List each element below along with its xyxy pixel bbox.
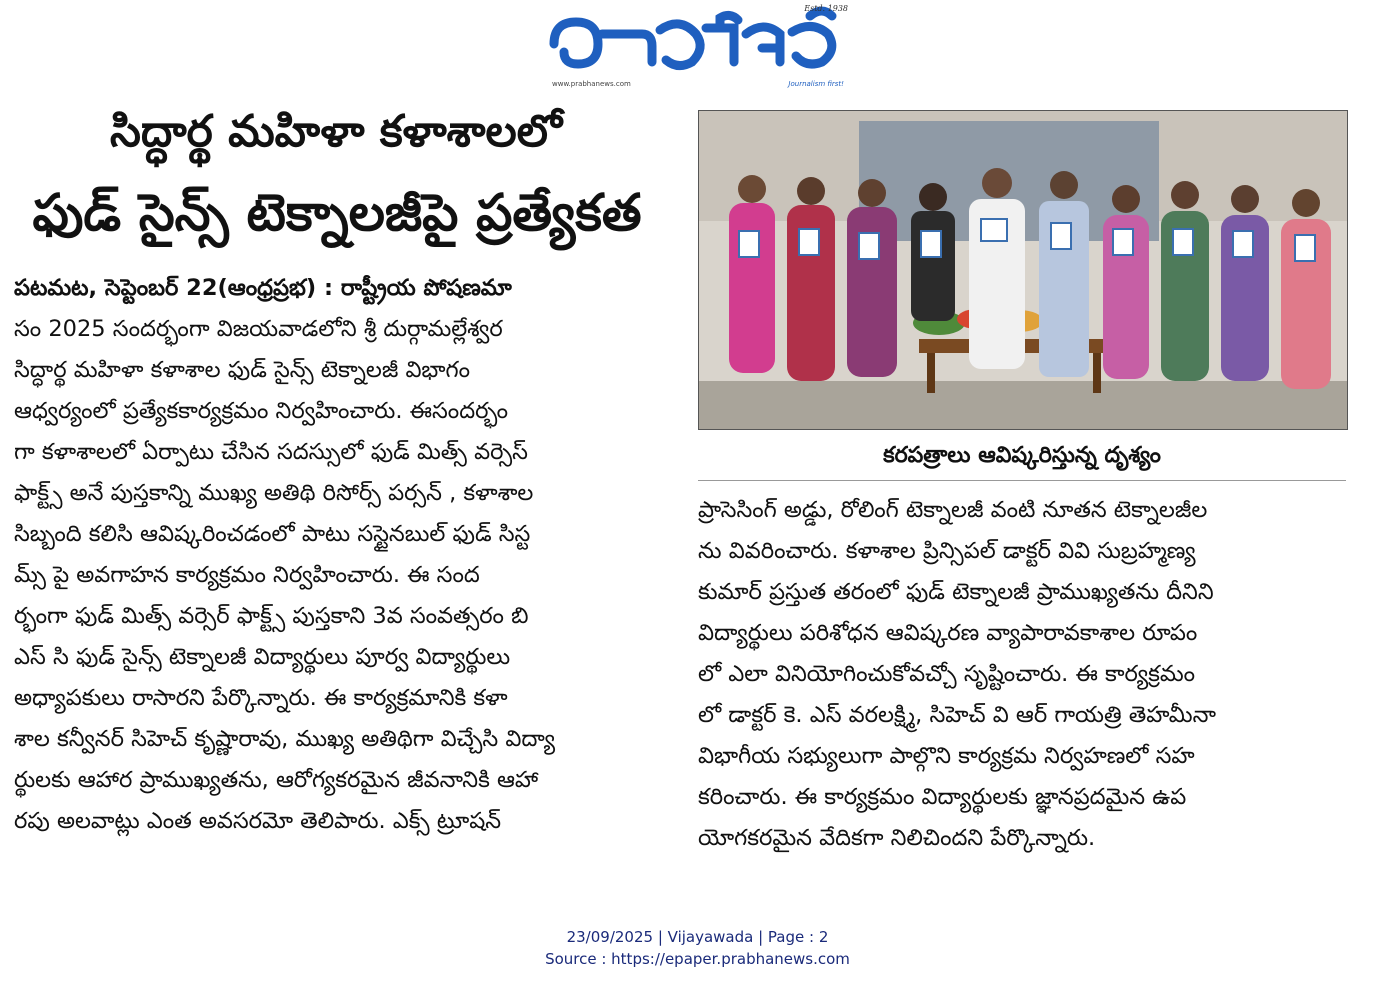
article-line: సిద్ధార్థ మహిళా కళాశాల ఫుడ్ సైన్స్ టెక్నాలజీ విభాగం: [14, 357, 471, 383]
article-line: కుమార్ ప్రస్తుత తరంలో ఫుడ్ టెక్నాలజీ ప్రాముఖ్యతను దీనిని: [698, 579, 1214, 605]
headline-line-1: సిద్ధార్థ మహిళా కళాశాలలో: [110, 106, 562, 157]
article-line: ఆధ్వర్యంలో ప్రత్యేకకార్యక్రమం నిర్వహించారు. ఈసందర్భం: [14, 398, 509, 424]
headline-line-2: ఫుడ్ సైన్స్ టెక్నాలజీపై ప్రత్యేకత: [32, 184, 642, 243]
article-line: సం 2025 సందర్భంగా విజయవాడలోని శ్రీ దుర్గామల్లేశ్వర: [14, 316, 503, 342]
article-line: గా కళాశాలలో ఏర్పాటు చేసిన సదస్సులో ఫుడ్ మిత్స్ వర్సెస్: [14, 439, 528, 465]
article-line: విద్యార్థులు పరిశోధన ఆవిష్కరణ వ్యాపారావకాశాల రూపం: [698, 620, 1198, 646]
article-line: విభాగీయ సభ్యులుగా పాల్గొని కార్యక్రమ నిర్వహణలో సహ: [698, 743, 1195, 769]
article-line: యోగకరమైన వేదికగా నిలిచిందని పేర్కొన్నారు.: [698, 825, 1096, 851]
masthead-tagline: Journalism first!: [788, 80, 844, 88]
event-photo-illustration: [699, 111, 1347, 429]
masthead-url[interactable]: www.prabhanews.com: [552, 80, 631, 88]
masthead-estd: Estd. 1938: [804, 4, 848, 13]
masthead: [540, 4, 850, 90]
footer-source: Source : https://epaper.prabhanews.com: [545, 950, 850, 968]
article-line: ర్థులకు ఆహార ప్రాముఖ్యతను, ఆరోగ్యకరమైన జీవనానికి ఆహా: [14, 767, 539, 793]
andhra-prabha-logo: [540, 4, 850, 84]
article-line: పటమట, సెప్టెంబర్ 22(ఆంధ్రప్రభ) : రాష్ట్రీయ పోషణమా: [14, 275, 512, 301]
article-line: ఫాక్ట్స్ అనే పుస్తకాన్ని ముఖ్య అతిథి రిసోర్స్ పర్సన్ , కళాశాల: [14, 480, 534, 506]
article-line: రపు అలవాట్లు ఎంత అవసరమో తెలిపారు. ఎక్స్ ట్రూషన్: [14, 808, 502, 834]
article-line: అధ్యాపకులు రాసారని పేర్కొన్నారు. ఈ కార్యక్రమానికి కళా: [14, 685, 508, 711]
page-footer: [0, 926, 1395, 970]
photo-caption: కరపత్రాలు ఆవిష్కరిస్తున్న దృశ్యం: [883, 443, 1161, 468]
event-photo: [698, 110, 1348, 430]
article-line: శాల కన్వీనర్ సిహెచ్ కృష్ణారావు, ముఖ్య అతిథిగా విచ్చేసి విద్యా: [14, 726, 556, 752]
article-right-column: [698, 490, 1346, 859]
article-line: లో ఎలా వినియోగించుకోవచ్చో సృష్టించారు. ఈ కార్యక్రమం: [698, 661, 1196, 687]
article-line: సిబ్బంది కలిసి ఆవిష్కరించడంలో పాటు సస్టైనబుల్ ఫుడ్ సిస్ట: [14, 521, 531, 547]
article-line: కరించారు. ఈ కార్యక్రమం విద్యార్థులకు జ్ఞానప్రదమైన ఉప: [698, 784, 1187, 810]
article-left-column: [14, 268, 660, 842]
article-line: ప్రాసెసింగ్ అడ్డు, రోలింగ్ టెక్నాలజీ వంటి నూతన టెక్నాలజీల: [698, 497, 1208, 523]
article-line: ఎస్ సి ఫుడ్ సైన్స్ టెక్నాలజీ విద్యార్థులు పూర్వ విద్యార్థులు: [14, 644, 511, 670]
caption-divider: [698, 480, 1346, 481]
footer-date-edition: 23/09/2025 | Vijayawada | Page : 2: [566, 928, 829, 946]
article-line: ర్భంగా ఫుడ్ మిత్స్ వర్సెర్ ఫాక్ట్స్ పుస్తకాని 3వ సంవత్సరం బి: [14, 603, 529, 629]
article-line: మ్స్ పై అవగాహన కార్యక్రమం నిర్వహించారు. ఈ సంద: [14, 562, 480, 588]
article-line: లో డాక్టర్ కె. ఎస్ వరలక్ష్మి, సిహెచ్ వి ఆర్ గాయత్రి తెహమీనా: [698, 702, 1216, 728]
article-line: ను వివరించారు. కళాశాల ప్రిన్సిపల్ డాక్టర్ వివి సుబ్రహ్మణ్య: [698, 538, 1196, 564]
